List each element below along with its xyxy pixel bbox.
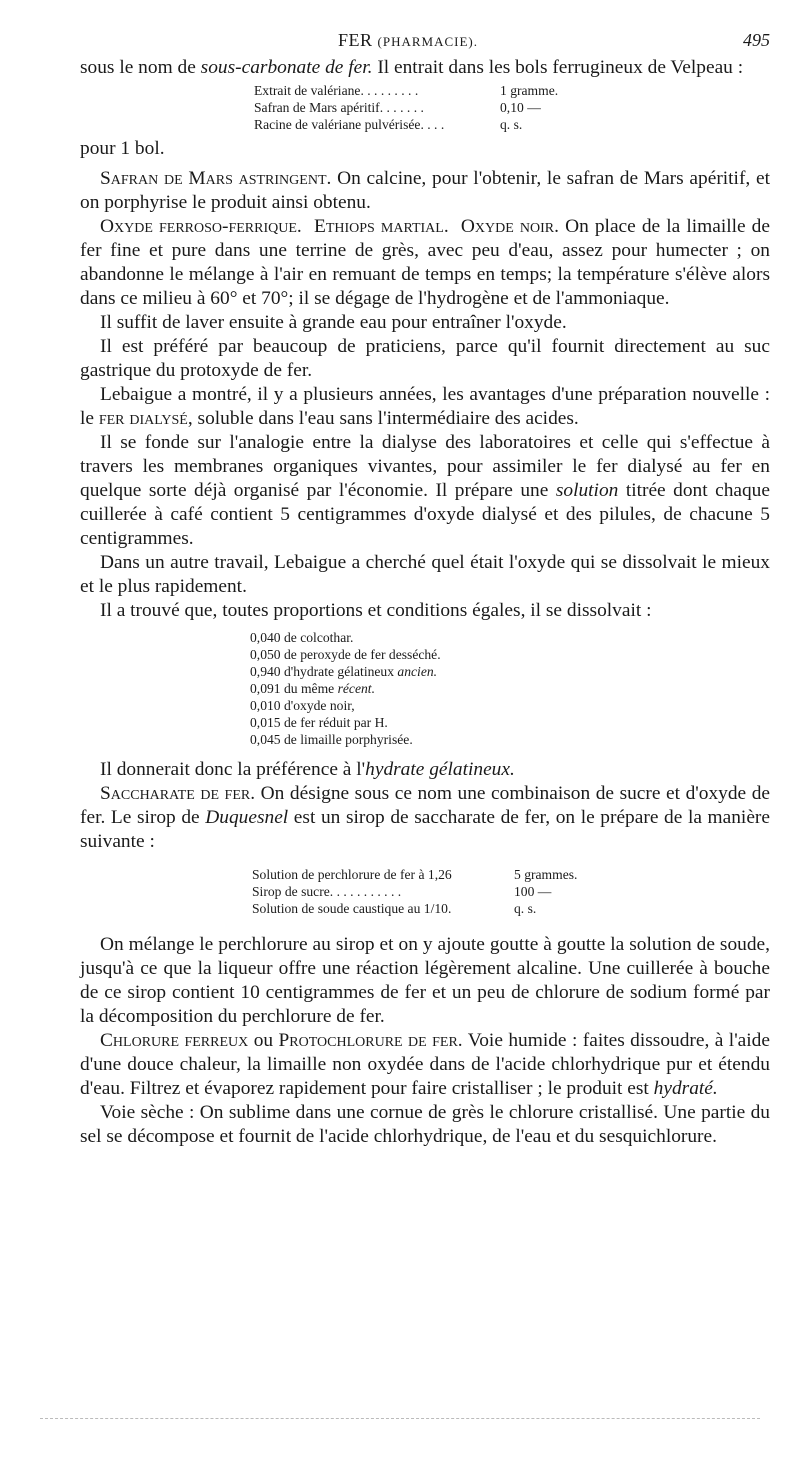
ingredient-name: Extrait de valériane [254,83,361,98]
p7-text-b: titrée dont chaque cuillerée à café contient 5 centigrammes d'oxyde dialysé et des pilules, de chacune 5 centigrammes. [80,480,770,549]
leader-dots: . . . . [420,117,445,132]
recipe-row [252,883,770,900]
paragraph-9: Il a trouvé que, toutes proportions et conditions égales, il se dissolvait : [100,600,652,621]
list-text: de fer réduit par H. [280,715,388,730]
p2-text: On calcine, pour l'obtenir, le safran de Mars apéritif, et on porphyrise le produit ainsi obtenu. [80,168,770,213]
term-protochlorure: Protochlorure de fer. [278,1030,463,1051]
paragraph-6 [80,383,770,431]
page-number: 495 [743,30,770,50]
ingredient-name: Solution de perchlorure de fer à 1,26 [252,867,452,882]
paragraph-12: On mélange le perchlorure au sirop et on y ajoute goutte à goutte la solution de soude, jusqu'à ce que la liqueur offre une réaction légèrement alcaline. Une cuillerée à bouche de ce sirop contient 10 centigrammes de fer et un peu de chlorure de sodium formé par la décomposition du perchlorure de fer. [80,934,770,1027]
p7-text-a: Il se fonde sur l'analogie entre la dialyse des laboratoires et celle qui s'effectue à travers les membranes organiques vivantes, pour assimiler le fer dialysé au fer en quelque sorte déjà organisé par l'économie. Il prépare une [80,432,770,501]
p11-text-b: est un sirop de saccharate de fer, on le prépare de la manière suivante : [80,807,770,852]
p7-italic: solution [555,480,619,501]
ingredient-quantity: 100 — [514,884,552,899]
list-item [250,680,770,697]
list-value: 0,091 [250,681,281,696]
list-italic: ancien. [397,664,438,679]
paragraph-10 [80,758,770,782]
list-item [250,663,770,680]
ingredient-name: Sirop de sucre [252,884,330,899]
paragraph-8: Dans un autre travail, Lebaigue a cherché quel était l'oxyde qui se dissolvait le mieux et le plus rapidement. [80,552,770,597]
list-text: de colcothar. [280,630,354,645]
list-value: 0,040 [250,630,281,645]
header-title-main: FER [338,30,373,50]
paragraph-saccharate [80,782,770,854]
paragraph-bol: pour 1 bol. [80,138,165,159]
p11-text-a: On désigne sous ce nom une combinaison de sucre et d'oxyde de fer. Le sirop de [80,783,771,828]
p6-text-b: , soluble dans l'eau sans l'intermédiaire des acides. [187,408,579,429]
recipe-duquesnel [252,866,770,917]
paragraph-chlorure [80,1029,770,1101]
ingredient-name: Solution de soude caustique au 1/10. [252,901,452,916]
p11-italic: Duquesnel [205,807,289,828]
list-italic: récent. [337,681,375,696]
p10-text: Il donnerait donc la préférence à l' [100,759,366,780]
ingredient-quantity: 0,10 — [500,100,541,115]
solubility-list [250,629,770,748]
ingredient-name: Safran de Mars apéritif [254,100,380,115]
recipe-ingredient [252,866,514,883]
page [80,30,770,1149]
list-value: 0,010 [250,698,281,713]
paragraph-7 [80,431,770,551]
recipe-row [254,82,770,99]
list-value: 0,050 [250,647,281,662]
recipe-ingredient [254,99,500,116]
leader-dots: . . . . . . . . . [360,83,419,98]
list-text: du même [280,681,338,696]
p13-italic: hydraté. [653,1078,718,1099]
recipe-ingredient [254,116,500,133]
list-value: 0,045 [250,732,281,747]
ingredient-quantity: 5 grammes. [514,867,578,882]
paragraph-safran-astringent [80,167,770,215]
p3-text: On place de la limaille de fer fine et pure dans une terrine de grès, avec peu d'eau, assez pour humecter ; on abandonne le mélange à l'air en remuant de temps en temps; la température s'élève alors dans ce milieu à 60° et 70°; il se dégage de l'hydrogène et de l'ammoniaque. [80,216,770,309]
term-ethiops: Ethiops martial. [313,216,449,237]
paragraph-14: Voie sèche : On sublime dans une cornue de grès le chlorure cristallisé. Une partie du sel se décompose et fournit de l'acide chlorhydrique, de l'eau et du sesquichlorure. [80,1102,770,1147]
paragraph-oxyde-ferroso [80,215,770,311]
paragraph-4: Il suffit de laver ensuite à grande eau pour entraîner l'oxyde. [100,312,567,333]
list-text: de limaille porphyrisée. [280,732,413,747]
p13-ou: ou [248,1030,279,1051]
list-item [250,731,770,748]
ingredient-quantity: 1 gramme. [500,83,559,98]
term-oxyde-noir: Oxyde noir. [460,216,559,237]
term-chlorure-ferreux: Chlorure ferreux [100,1030,249,1051]
term-fer-dialyse: fer dialysé [98,408,188,429]
list-text: d'hydrate gélatineux [280,664,398,679]
list-item [250,714,770,731]
list-text: d'oxyde noir, [280,698,355,713]
recipe-row [254,99,770,116]
list-value: 0,940 [250,664,281,679]
p1-text-b: Il entrait dans les bols ferrugineux de Velpeau : [372,57,744,78]
p6-text-a: Lebaigue a montré, il y a plusieurs années, les avantages d'une préparation nouvelle : le [80,384,770,429]
term-safran-astringent: Safran de Mars astringent. [100,168,332,189]
list-item [250,697,770,714]
list-text: de peroxyde de fer desséché. [280,647,441,662]
header-subtitle: (PHARMACIE). [377,34,478,49]
p1-text-a: sous le nom de [80,57,201,78]
ingredient-quantity: q. s. [500,117,523,132]
term-oxyde-ferroso: Oxyde ferroso-ferrique. [100,216,302,237]
recipe-velpeau [254,82,770,133]
leader-dots: . . . . . . . . . . . [329,884,402,899]
ingredient-name: Racine de valériane pulvérisée [254,117,421,132]
leader-dots: . . . . . . . [379,100,424,115]
list-value: 0,015 [250,715,281,730]
recipe-row [252,866,770,883]
p1-italic: sous-carbonate de fer. [200,57,373,78]
recipe-row [252,900,770,917]
paragraph-5: Il est préféré par beaucoup de praticiens, parce qu'il fournit directement au suc gastrique du protoxyde de fer. [80,336,770,381]
p13-text: Voie humide : faites dissoudre, à l'aide d'une douce chaleur, la limaille non oxydée dans de l'acide chlorhydrique pur et étendu d'eau. Filtrez et évaporez rapidement pour faire cristalliser ; le produit est [80,1030,770,1099]
footer-scan-line [40,1418,760,1419]
list-item [250,646,770,663]
term-saccharate: Saccharate de fer. [100,783,256,804]
running-header [80,30,770,56]
ingredient-quantity: q. s. [514,901,537,916]
recipe-ingredient [252,883,514,900]
recipe-row [254,116,770,133]
recipe-ingredient [254,82,500,99]
header-title [338,30,478,51]
recipe-ingredient [252,900,514,917]
p10-italic: hydrate gélatineux. [365,759,515,780]
list-item [250,629,770,646]
paragraph-1 [80,56,770,80]
